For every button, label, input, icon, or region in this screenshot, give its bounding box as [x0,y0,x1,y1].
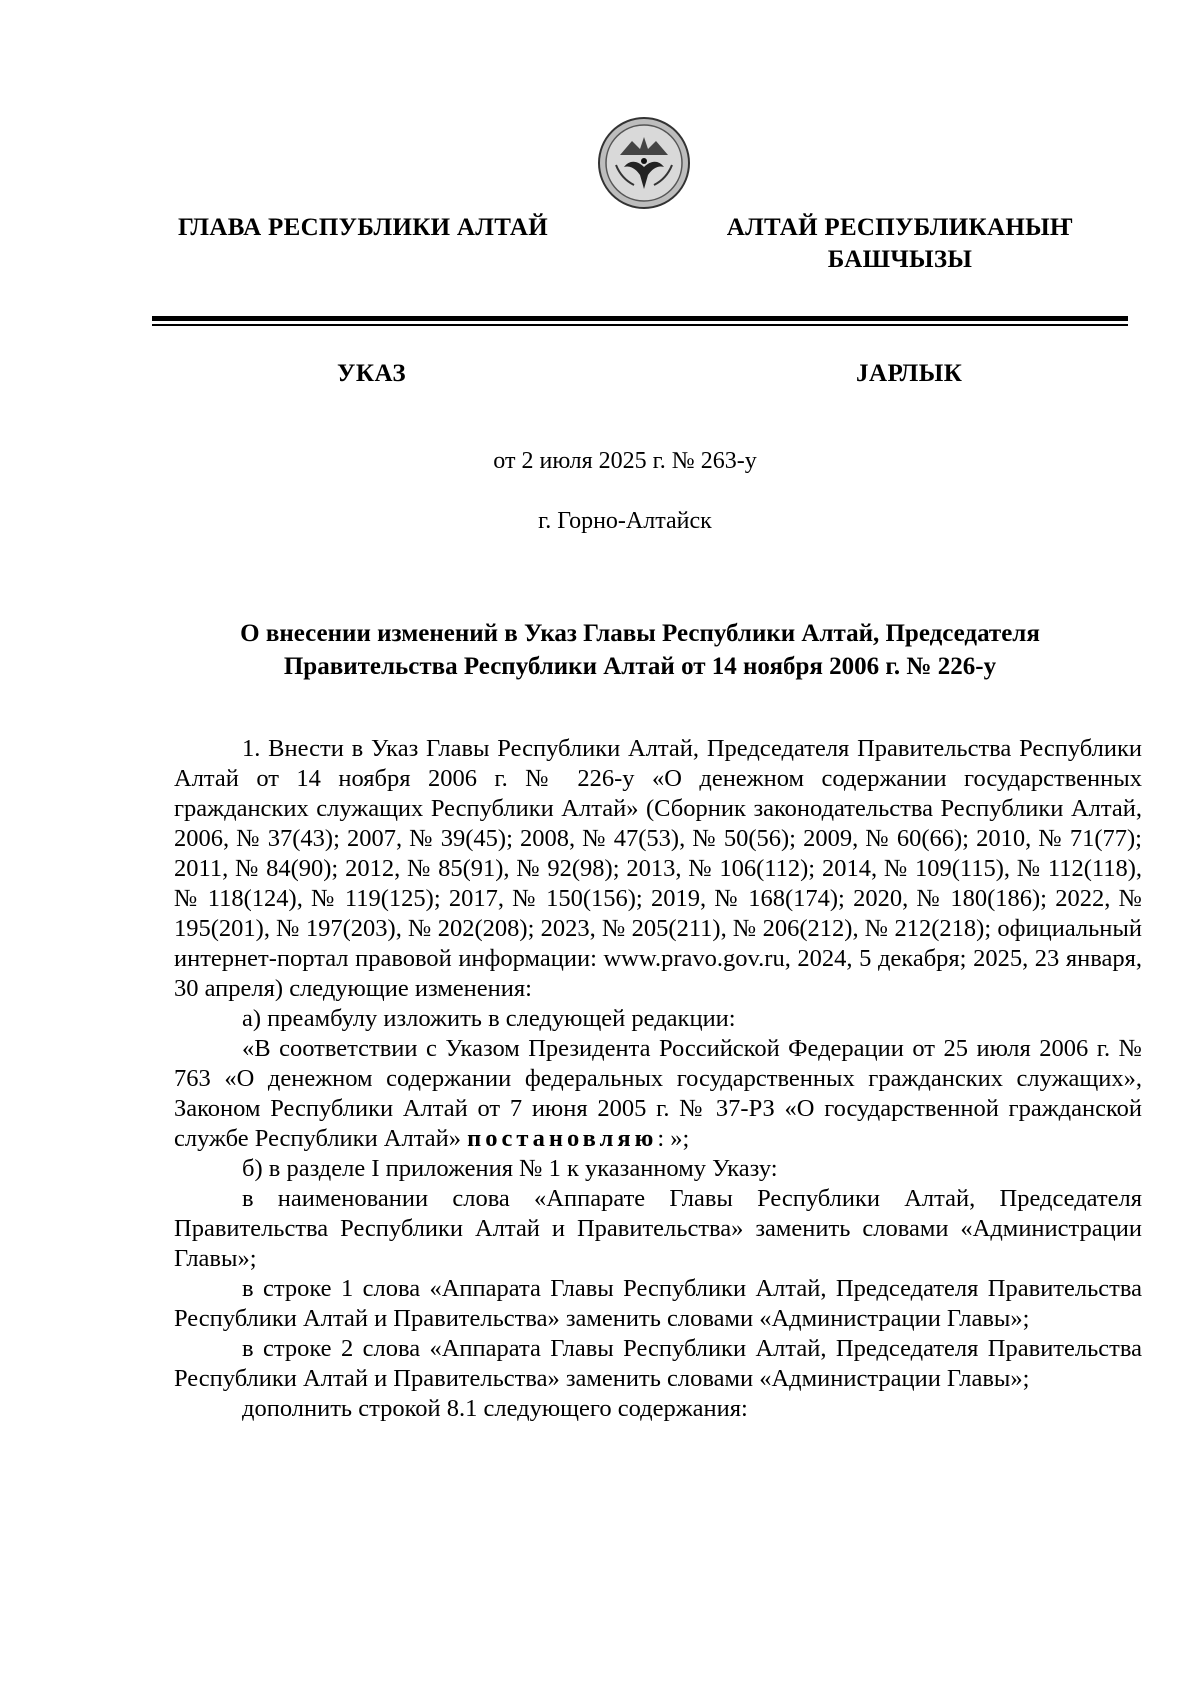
date-number-line: от 2 июля 2025 г. № 263-у [493,448,757,474]
issuer-title-russian: ГЛАВА РЕСПУБЛИКИ АЛТАЙ [178,214,549,241]
city-line: г. Горно-Алтайск [538,508,712,534]
paragraph-7: в строке 2 слова «Аппарата Главы Республики Алтай, Председателя Правительства Республики Алтай и Правительства» заменить словами «Администрации Главы»; [174,1335,1142,1392]
paragraph-3-spaced-word: постановляю [467,1125,658,1152]
header-divider-thin [152,324,1128,326]
document-title-line2: Правительства Республики Алтай от 14 ноября 2006 г. № 226-у [283,653,997,680]
paragraph-3-text: «В соответствии с Указом Президента Российской Федерации от 25 июля 2006 г. № 763 «О денежном содержании федеральных государственных гражданских служащих», Законом Республики Алтай от 7 июня 2005 г. № 37-РЗ «О государственной гражданской службе Республики Алтай» [174,1035,1142,1152]
paragraph-2: а) преамбулу изложить в следующей редакции: [242,1005,736,1032]
document-title-line1: О внесении изменений в Указ Главы Республики Алтай, Председателя [240,620,1040,647]
doc-type-russian: УКАЗ [337,360,407,387]
paragraph-8: дополнить строкой 8.1 следующего содержания: [242,1395,748,1422]
issuer-title-altai-line1: АЛТАЙ РЕСПУБЛИКАНЫҤ [726,214,1074,241]
doc-type-altai: ЈАРЛЫК [856,360,963,387]
paragraph-3-end: : »; [657,1125,690,1152]
coat-of-arms-emblem [596,115,692,211]
paragraph-6: в строке 1 слова «Аппарата Главы Республики Алтай, Председателя Правительства Республики Алтай и Правительства» заменить словами «Администрации Главы»; [174,1275,1142,1332]
paragraph-3 [174,1034,1142,1154]
paragraph-4: б) в разделе I приложения № 1 к указанному Указу: [242,1155,778,1182]
document-title [150,617,1130,683]
issuer-title-altai [690,212,1110,276]
paragraph-1: 1. Внести в Указ Главы Республики Алтай, Председателя Правительства Республики Алтай от 14 ноября 2006 г. № 226-у «О денежном содержании государственных гражданских служащих Республики Алтай» (Сборник законодательства Республики Алтай, 2006, № 37(43); 2007, № 39(45); 2008, № 47(53), № 50(56); 2009, № 60(66); 2010, № 71(77); 2011, № 84(90); 2012, № 85(91), № 92(98); 2013, № 106(112); 2014, № 109(115), № 112(118), № 118(124), № 119(125); 2017, № 150(156); 2019, № 168(174); 2020, № 180(186); 2022, № 195(201), № 197(203), № 202(208); 2023, № 205(211), № 206(212), № 212(218); официальный интернет-портал правовой информации: www.pravo.gov.ru, 2024, 5 декабря; 2025, 23 января, 30 апреля) следующие изменения: [174,735,1142,1002]
document-body [174,734,1142,1424]
header-divider-thick [152,316,1128,321]
paragraph-5: в наименовании слова «Аппарате Главы Республики Алтай, Председателя Правительства Республики Алтай и Правительства» заменить словами «Администрации Главы»; [174,1185,1142,1272]
issuer-title-altai-line2: БАШЧЫЗЫ [827,246,973,273]
